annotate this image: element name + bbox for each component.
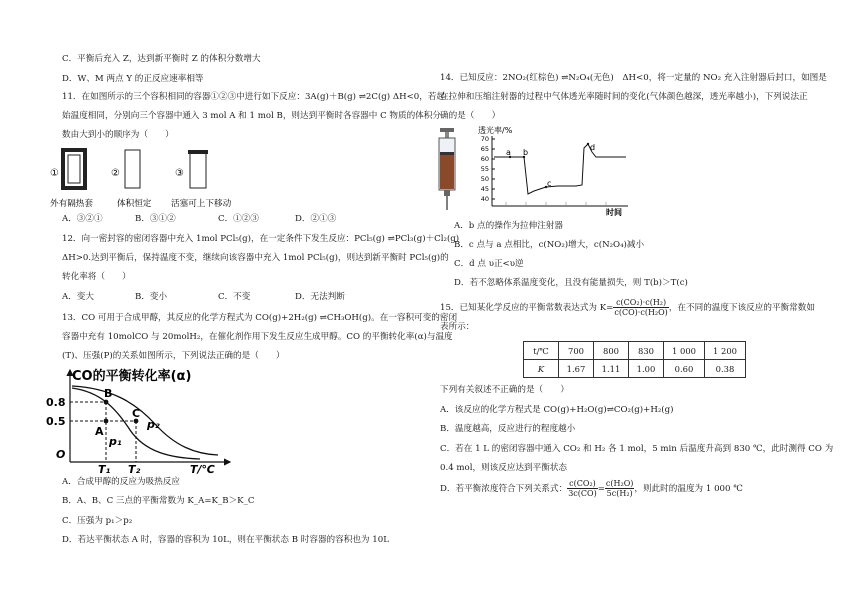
q13-label-p1: p₁ <box>109 435 122 448</box>
q15-option-c-1: C．若在 1 L 的密闭容器中通入 CO₂ 和 H₂ 各 1 mol，5 min 后温度升高到 830 ℃，此时测得 CO 为 <box>440 444 834 454</box>
svg-text:d: d <box>590 143 596 152</box>
q13-tick-08: 0.8 <box>46 396 66 409</box>
q14-transmittance-curve <box>494 144 626 194</box>
q13-graph-title: CO的平衡转化率(α) <box>72 369 192 384</box>
q13-x-label: T/℃ <box>190 463 215 474</box>
q11-option-c: C．①②③ <box>218 214 259 224</box>
q11-option-b: B．③①② <box>135 214 176 224</box>
q11-stem-1: 11．在如图所示的三个容积相同的容器①②③中进行如下反应：3A(g)＋B(g) ⇌2C(g) ΔH<0，若起 <box>62 92 446 102</box>
q13-tick-05: 0.5 <box>46 415 66 428</box>
q11-option-d: D．②①③ <box>295 214 337 224</box>
q14-stem-2: 在拉伸和压缩注射器的过程中气体透光率随时间的变化(气体颜色越深，透光率越小)，下列说法正 <box>440 92 808 102</box>
q13-origin: O <box>56 448 66 461</box>
q13-stem-2: 容器中充有 10molCO 与 20molH₂，在催化剂作用下发生反应生成甲醇。CO 的平衡转化率(α)与温度 <box>62 332 453 342</box>
q11-caption-2: 体积恒定 <box>117 199 152 209</box>
piston-container <box>190 152 206 188</box>
q15-k-table <box>523 341 746 378</box>
q13-label-a: A <box>95 425 104 438</box>
q14-stem-1: 14．已知反应：2NO₂(红棕色) ⇌N₂O₄(无色) ΔH<0，将一定量的 NO₂ 充入注射器后封口，如图是 <box>440 73 827 83</box>
q14-option-d: D．若不忽略体系温度变化，且没有能量损失，则 T(b)＞T(c) <box>454 278 688 288</box>
q14-point-d <box>587 143 589 145</box>
svg-text:60: 60 <box>480 155 489 163</box>
q14-transmittance-graph <box>466 124 636 216</box>
q13-option-c: C．压强为 p₁＞p₂ <box>62 516 133 526</box>
q11-caption-3: 活塞可上下移动 <box>171 199 232 209</box>
svg-text:40: 40 <box>480 195 489 203</box>
q12-stem-3: 转化率将（ ） <box>62 272 131 282</box>
q11-label-3: ③ <box>175 168 184 179</box>
q13-stem-3: (T)、压强(P)的关系如图所示，下列说法正确的是（ ） <box>62 351 285 361</box>
q14-x-label: 时间 <box>606 208 622 216</box>
q12-stem-2: ΔH>0.达到平衡后，保持温度不变，继续向该容器中充入 1mol PCl₅(g)，则达到新平衡时 PCl₅(g)的 <box>62 253 449 263</box>
q12-option-a: A．变大 <box>62 292 94 302</box>
q13-label-p2: p₂ <box>147 418 160 431</box>
syringe-figure <box>433 124 463 214</box>
q13-point-b <box>104 400 109 405</box>
q14-option-a: A．b 点的操作为拉伸注射器 <box>454 221 563 231</box>
svg-text:65: 65 <box>480 145 489 153</box>
svg-text:70: 70 <box>480 135 489 143</box>
q14-stem-3: 确的是（ ） <box>440 111 501 121</box>
q13-conversion-graph <box>40 362 240 474</box>
svg-text:45: 45 <box>480 185 489 193</box>
q14-option-b: B．c 点与 a 点相比，c(NO₂)增大，c(N₂O₄)减小 <box>454 240 645 250</box>
q15-option-d: D．若平衡浓度符合下列关系式： $\frac{\text{c(CO₂)}}{3c(CO)}$ = $\frac{\text{c(H₂O)}}{\text{5c(H₂)}}$ ，则此时的温度为 1 000 ℃ <box>440 479 743 498</box>
q13-stem-1: 13．CO 可用于合成甲醇，其反应的化学方程式为 CO(g)+2H₂(g) ⇌CH₃OH(g)。在一容积可变的密闭 <box>62 313 458 323</box>
q13-label-t2: T₂ <box>128 463 141 474</box>
svg-text:55: 55 <box>480 165 489 173</box>
svg-text:b: b <box>523 148 529 157</box>
q15-question: 下列有关叙述不正确的是（ ） <box>440 385 569 395</box>
q12-option-b: B．变小 <box>135 292 168 302</box>
q11-caption-1: 外有隔热套 <box>50 199 93 209</box>
q11-label-1: ① <box>50 168 59 179</box>
q12-stem-1: 12．向一密封容的密闭容器中充入 1mol PCl₅(g)，在一定条件下发生反应：PCl₅(g) ⇌PCl₃(g)＋Cl₂(g) <box>62 234 460 244</box>
svg-text:c: c <box>547 179 552 188</box>
q13-point-a <box>104 419 109 424</box>
table-row: t/℃ 700 800 830 1 000 1 200 <box>524 342 746 360</box>
q10-option-c: C．平衡后充入 Z，达到新平衡时 Z 的体积分数增大 <box>62 54 261 64</box>
q15-k-expression: $\frac{\text{c(CO₂)·c(H₂)}}{\text{c(CO)·c(H₂O)}}$ <box>614 298 668 317</box>
q13-label-t1: T₁ <box>98 463 111 474</box>
q15-stem-2: 表所示： <box>440 322 475 332</box>
q12-option-c: C．不变 <box>218 292 251 302</box>
q11-stem-2: 始温度相同，分别向三个容器中通入 3 mol A 和 1 mol B，则达到平衡时各容器中 C 物质的体积分 <box>62 111 441 121</box>
q15-stem-1: 15．已知某化学反应的平衡常数表达式为 K= $\frac{\text{c(CO₂)·c(H₂)}}{\text{c(CO)·c(H₂O)}}$ ，在不同的温度下该反应的平衡常数如 <box>440 298 815 317</box>
q13-option-a: A．合成甲醇的反应为吸热反应 <box>62 477 180 487</box>
piston <box>188 150 208 154</box>
svg-text:50: 50 <box>480 175 489 183</box>
fixed-volume-container <box>125 150 140 188</box>
q10-option-d: D．W、M 两点 Y 的正反应速率相等 <box>62 74 204 84</box>
no2-gas <box>440 154 454 189</box>
q11-containers-figure <box>45 144 275 212</box>
q13-label-b: B <box>104 387 113 400</box>
q13-option-b: B．A、B、C 三点的平衡常数为 K_A=K_B＞K_C <box>62 496 255 506</box>
q14-option-c: C．d 点 υ正<υ逆 <box>454 259 524 269</box>
table-row: K 1.67 1.11 1.00 0.60 0.38 <box>524 360 746 378</box>
q12-option-d: D．无法判断 <box>295 292 345 302</box>
q11-option-a: A．③②① <box>62 214 103 224</box>
q15-option-a: A．该反应的化学方程式是 CO(g)+H₂O(g)⇌CO₂(g)+H₂(g) <box>440 405 674 415</box>
q15-option-b: B．温度越高，反应进行的程度越小 <box>440 424 576 434</box>
q11-stem-3: 数由大到小的顺序为（ ） <box>62 130 174 140</box>
svg-text:a: a <box>506 148 511 157</box>
q15-option-c-2: 0.4 mol，则该反应达到平衡状态 <box>440 463 568 473</box>
q13-label-c: C <box>132 407 141 420</box>
q11-label-2: ② <box>111 168 120 179</box>
q13-option-d: D．若达平衡状态 A 时，容器的容积为 10L，则在平衡状态 B 时容器的容积也为 10L <box>62 535 389 545</box>
q14-y-label: 透光率/% <box>478 126 513 135</box>
